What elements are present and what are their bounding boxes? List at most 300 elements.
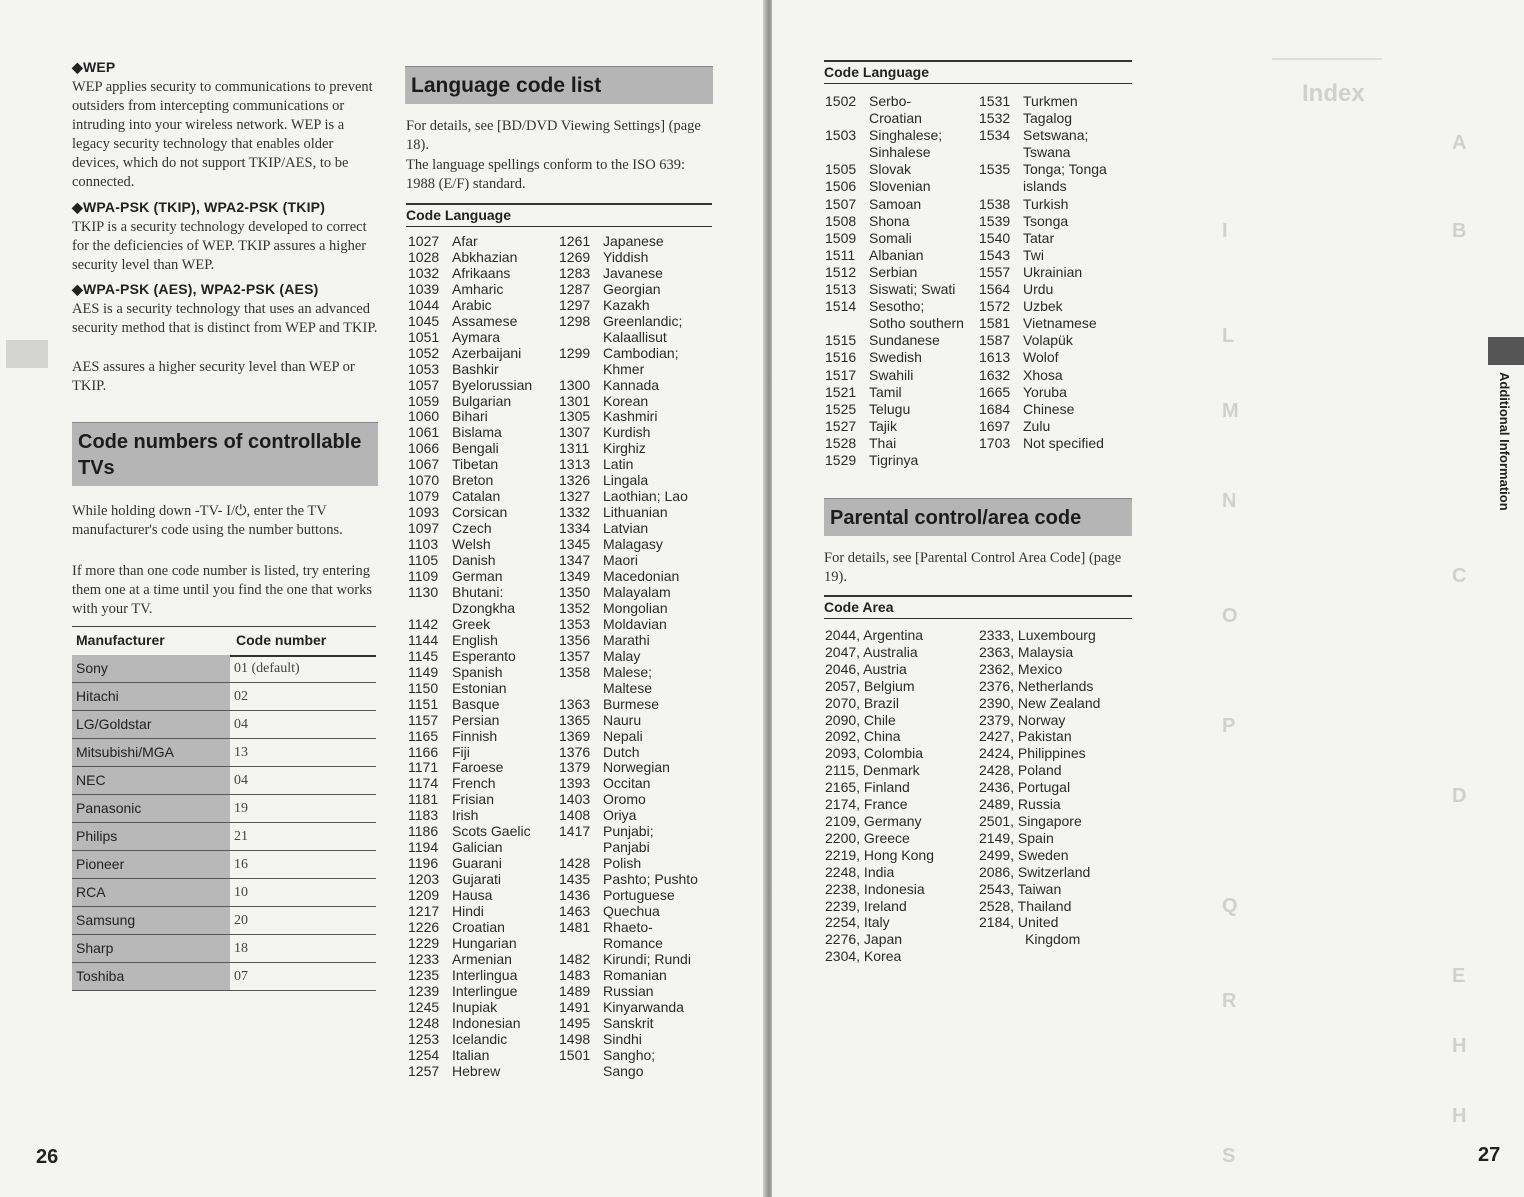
language-row: [408, 649, 558, 665]
language-row: [825, 315, 975, 332]
language-name: Persian: [452, 711, 500, 728]
language-name: Maori: [603, 552, 639, 569]
code-value: 1149: [408, 663, 439, 680]
language-name: Malese;: [603, 663, 653, 680]
language-name: Xhosa: [1023, 366, 1063, 383]
area-row: 2424, Philippines: [979, 745, 1086, 762]
language-name: Tajik: [869, 417, 898, 434]
language-row: [825, 281, 975, 298]
language-name: Tonga; Tonga: [1023, 161, 1107, 178]
code-value: 1528: [825, 434, 857, 451]
code-value: 1353: [559, 615, 591, 632]
language-row: [408, 394, 558, 410]
code-value: 1517: [825, 366, 857, 383]
language-name: Irish: [452, 807, 479, 824]
tv-code-row: [72, 907, 376, 935]
language-name: Polish: [603, 855, 642, 872]
language-row: [408, 633, 558, 649]
language-name: Armenian: [452, 950, 512, 967]
language-row: [559, 409, 719, 425]
language-name: Latvian: [603, 520, 649, 537]
language-row: [408, 713, 558, 729]
language-row: [408, 888, 558, 904]
code-value: 1254: [408, 1046, 440, 1063]
language-name: Kashmiri: [603, 408, 658, 425]
language-row: [559, 553, 719, 569]
language-name: Afrikaans: [452, 264, 511, 281]
wpa-tkip-heading: ◆WPA-PSK (TKIP), WPA2-PSK (TKIP): [72, 199, 326, 215]
language-name: Sango: [603, 1062, 644, 1079]
language-row: [825, 264, 975, 281]
language-name: Hebrew: [452, 1062, 501, 1079]
language-name: Serbo-: [869, 93, 912, 109]
language-name: Kazakh: [603, 296, 650, 313]
area-row: 2057, Belgium: [825, 677, 915, 694]
language-row: [408, 617, 558, 633]
language-name: Georgian: [603, 280, 661, 297]
code-value: [559, 936, 603, 952]
manufacturer-code: 04: [234, 773, 248, 788]
code-value: 1109: [408, 568, 439, 585]
language-name: Basque: [452, 695, 500, 712]
manufacturer-name: Samsung: [72, 907, 230, 934]
language-row: [559, 1000, 719, 1016]
language-row: [825, 401, 975, 418]
code-value: 1516: [825, 349, 857, 366]
language-name: Volapük: [1023, 332, 1073, 349]
code-value: 1253: [408, 1030, 440, 1047]
code-value: 1463: [559, 903, 591, 920]
language-row: [979, 178, 1139, 195]
language-row: [408, 266, 558, 282]
language-name: Frisian: [452, 791, 495, 808]
manufacturer-name: Mitsubishi/MGA: [72, 739, 230, 766]
code-value: 1233: [408, 950, 440, 967]
language-row: [408, 904, 558, 920]
language-row: [408, 760, 558, 776]
language-row: [408, 984, 558, 1000]
wep-body: WEP applies security to communications to prevent outsiders from intercepting communications or intruding into your wireless network. WEP is a legacy security technology that enables older devices, which do not support TKIP/AES, to be connected.: [72, 79, 373, 190]
language-row: [559, 1016, 719, 1032]
language-name: Javanese: [603, 264, 663, 281]
language-name: Malayalam: [603, 583, 671, 600]
language-name: Interlingua: [452, 966, 518, 983]
language-row: [979, 196, 1139, 213]
language-name: Greenlandic;: [603, 312, 683, 329]
code-value: 1403: [559, 791, 591, 808]
language-name: Khmer: [603, 360, 645, 377]
parental-title: Parental control/area code: [824, 498, 1132, 536]
code-value: 1157: [408, 711, 439, 728]
tv-code-row: [72, 823, 376, 851]
language-name: Malagasy: [603, 536, 663, 553]
code-value: 1299: [559, 344, 591, 361]
language-name: Tamil: [869, 383, 902, 400]
area-row: 2376, Netherlands: [979, 677, 1094, 694]
area-row: 2276, Japan: [825, 931, 903, 948]
language-row: [559, 521, 719, 537]
language-row: [559, 760, 719, 776]
code-value: 1512: [825, 263, 857, 280]
area-row: 2046, Austria: [825, 660, 907, 677]
language-name: Hungarian: [452, 934, 517, 951]
area-row: 2238, Indonesia: [825, 880, 925, 897]
manufacturer-name: Pioneer: [72, 851, 230, 878]
language-row: [979, 264, 1139, 281]
language-row: [559, 984, 719, 1000]
code-value: 1045: [408, 312, 440, 329]
manufacturer-code: 10: [234, 885, 248, 900]
language-row: [559, 473, 719, 489]
manufacturer-name: NEC: [72, 767, 230, 794]
language-name: Setswana;: [1023, 127, 1089, 144]
code-value: 1529: [825, 451, 857, 468]
language-name: French: [452, 775, 496, 792]
code-value: 1165: [408, 727, 439, 744]
language-row: [559, 298, 719, 314]
code-value: [979, 178, 1023, 195]
language-row: [825, 178, 975, 195]
language-row: [408, 441, 558, 457]
code-value: 1332: [559, 504, 591, 521]
language-row: [559, 425, 719, 441]
language-row: [559, 1032, 719, 1048]
code-value: 1365: [559, 711, 591, 728]
language-name: Inupiak: [452, 998, 498, 1015]
language-table-header: Code Language: [406, 203, 712, 227]
language-name: Arabic: [452, 296, 492, 313]
language-name: Shona: [869, 212, 910, 229]
language-row: [559, 585, 719, 601]
language-row: [559, 489, 719, 505]
language-name: Esperanto: [452, 647, 516, 664]
language-name: Greek: [452, 615, 491, 632]
language-row: [408, 824, 558, 840]
language-row: [559, 808, 719, 824]
language-name: Croatian: [869, 110, 922, 127]
area-row: 2248, India: [825, 863, 895, 880]
language-name: Kirghiz: [603, 440, 646, 457]
language-row: [825, 367, 975, 384]
language-name: Czech: [452, 520, 492, 537]
code-value: 1376: [559, 743, 591, 760]
code-value: 1481: [559, 918, 591, 935]
page-number-right: 27: [1478, 1144, 1501, 1166]
code-value: 1703: [979, 434, 1011, 451]
language-name: Japanese: [603, 233, 664, 249]
language-name: Byelorussian: [452, 376, 533, 393]
manufacturer-code: 21: [234, 829, 248, 844]
language-name: Bihari: [452, 408, 488, 425]
language-row: [825, 161, 975, 178]
language-name: Maltese: [603, 679, 653, 696]
manufacturer-name: Sony: [72, 655, 230, 682]
language-name: Macedonian: [603, 568, 680, 585]
language-row: [408, 601, 558, 617]
language-name: Tibetan: [452, 456, 499, 473]
code-value: 1506: [825, 178, 857, 195]
language-row: [408, 681, 558, 697]
area-row: 2184, United: [979, 914, 1059, 931]
area-row: 2070, Brazil: [825, 694, 899, 711]
language-name: Sesotho;: [869, 298, 925, 315]
language-row: [408, 521, 558, 537]
language-row: [408, 920, 558, 936]
language-row: [559, 776, 719, 792]
code-value: 1079: [408, 488, 440, 505]
language-name: Croatian: [452, 918, 505, 935]
language-name: Sundanese: [869, 332, 940, 349]
language-row: [408, 346, 558, 362]
code-value: 1495: [559, 1014, 591, 1031]
code-value: 1142: [408, 615, 439, 632]
language-row: [408, 282, 558, 298]
language-name: Ukrainian: [1023, 263, 1083, 280]
language-name: Vietnamese: [1023, 315, 1097, 332]
language-row: [559, 952, 719, 968]
code-value: 1527: [825, 417, 857, 434]
language-name: Amharic: [452, 280, 504, 297]
code-value: 1507: [825, 195, 857, 212]
code-value: 1665: [979, 383, 1011, 400]
tv-table-header: [72, 626, 376, 657]
language-name: Breton: [452, 472, 494, 489]
language-row: [559, 872, 719, 888]
language-row: [408, 473, 558, 489]
language-row: [979, 384, 1139, 401]
language-name: Bengali: [452, 440, 499, 457]
language-row: [408, 314, 558, 330]
language-name: Estonian: [452, 679, 507, 696]
code-value: 1283: [559, 264, 591, 281]
code-value: 1345: [559, 536, 591, 553]
code-value: 1297: [559, 296, 591, 313]
language-row: [979, 315, 1139, 332]
language-name: Corsican: [452, 504, 508, 521]
area-column-2: [979, 627, 1139, 948]
language-name: Danish: [452, 552, 496, 569]
language-row: [825, 418, 975, 435]
code-value: 1028: [408, 248, 440, 265]
tv-code-row: [72, 851, 376, 879]
language-row: [825, 127, 975, 144]
code-value: [559, 362, 603, 378]
code-value: 1525: [825, 400, 857, 417]
language-row: [825, 247, 975, 264]
language-row: [825, 230, 975, 247]
language-row: [408, 936, 558, 952]
language-row: [559, 569, 719, 585]
code-value: 1539: [979, 212, 1011, 229]
language-row: [408, 489, 558, 505]
area-row: 2093, Colombia: [825, 745, 924, 762]
language-column-4: [979, 93, 1139, 452]
language-row: [559, 968, 719, 984]
code-value: 1171: [408, 759, 439, 776]
language-row: [559, 505, 719, 521]
code-value: 1356: [559, 631, 591, 648]
code-value: 1483: [559, 966, 591, 983]
language-name: Punjabi;: [603, 823, 654, 840]
tv-code-row: [72, 655, 376, 683]
code-value: [408, 601, 452, 617]
language-row: [408, 409, 558, 425]
code-value: 1203: [408, 871, 440, 888]
code-value: 1511: [825, 246, 856, 263]
code-value: 1093: [408, 504, 440, 521]
language-row: [979, 93, 1139, 110]
area-row: 2363, Malaysia: [979, 643, 1074, 660]
language-row: [559, 378, 719, 394]
area-row: 2086, Switzerland: [979, 863, 1091, 880]
code-value: 1531: [979, 93, 1011, 109]
language-name: Zulu: [1023, 417, 1051, 434]
code-value: 1186: [408, 823, 439, 840]
language-row: [559, 665, 719, 681]
language-row: [559, 1064, 719, 1080]
area-row: 2333, Luxembourg: [979, 627, 1096, 643]
code-value: 1066: [408, 440, 440, 457]
language-name: Somali: [869, 229, 912, 246]
language-row: [408, 537, 558, 553]
code-value: 1498: [559, 1030, 591, 1047]
language-row: [559, 362, 719, 378]
code-value: 1513: [825, 281, 857, 298]
code-value: 1039: [408, 280, 440, 297]
language-name: Fiji: [452, 743, 470, 760]
language-row: [559, 904, 719, 920]
language-name: Urdu: [1023, 281, 1054, 298]
code-value: 1145: [408, 647, 439, 664]
language-name: Welsh: [452, 536, 491, 553]
language-row: [979, 281, 1139, 298]
code-value: 1417: [559, 823, 591, 840]
area-row: 2109, Germany: [825, 812, 922, 829]
manufacturer-name: RCA: [72, 879, 230, 906]
language-name: Burmese: [603, 695, 660, 712]
code-value: 1235: [408, 966, 440, 983]
language-row: [408, 1048, 558, 1064]
tv-codes-intro-2: If more than one code number is listed, try entering them one at a time until you find the one that works with your TV.: [72, 563, 373, 617]
code-value: 1521: [825, 383, 857, 400]
language-name: Laothian; Lao: [603, 488, 688, 505]
language-name: Scots Gaelic: [452, 823, 531, 840]
code-value: 1334: [559, 520, 591, 537]
code-value: 1363: [559, 695, 591, 712]
language-row: [825, 384, 975, 401]
language-name: Sindhi: [603, 1030, 642, 1047]
language-row: [408, 1064, 558, 1080]
area-row: 2149, Spain: [979, 829, 1054, 846]
language-row: [559, 266, 719, 282]
language-row: [979, 367, 1139, 384]
code-value: 1217: [408, 903, 440, 920]
language-row: [408, 234, 558, 250]
code-value: 1060: [408, 408, 440, 425]
language-row: [559, 617, 719, 633]
code-value: 1057: [408, 376, 440, 393]
language-row: [559, 346, 719, 362]
language-column-1: [408, 234, 558, 1080]
area-row: 2165, Finland: [825, 779, 910, 796]
area-row: 2304, Korea: [825, 948, 902, 965]
language-name: Hindi: [452, 903, 484, 920]
language-name: Turkish: [1023, 195, 1069, 212]
language-row: [559, 840, 719, 856]
language-name: Serbian: [869, 263, 918, 280]
manufacturer-code: 07: [234, 969, 248, 984]
language-cont-header: Code Language: [824, 60, 1132, 84]
language-name: Swedish: [869, 349, 922, 366]
language-row: [408, 968, 558, 984]
language-name: Italian: [452, 1046, 490, 1063]
code-value: 1052: [408, 344, 440, 361]
code-value: [825, 315, 869, 332]
code-value: 1326: [559, 472, 591, 489]
language-name: Twi: [1023, 246, 1044, 263]
manufacturer-code: 16: [234, 857, 248, 872]
parental-intro: For details, see [Parental Control Area Code] (page 19).: [824, 550, 1122, 585]
code-value: 1369: [559, 727, 591, 744]
language-row: [559, 633, 719, 649]
code-value: 1305: [559, 408, 591, 425]
language-name: Tsonga: [1023, 212, 1069, 229]
code-value: 1587: [979, 332, 1011, 349]
language-name: Mongolian: [603, 599, 668, 616]
language-row: [408, 856, 558, 872]
language-row: [559, 713, 719, 729]
code-value: 1032: [408, 264, 440, 281]
code-value: [979, 144, 1023, 161]
code-value: 1298: [559, 312, 591, 329]
language-name: Azerbaijani: [452, 344, 522, 361]
manufacturer-name: Philips: [72, 823, 230, 850]
language-row: [559, 601, 719, 617]
language-name: Pashto; Pushto: [603, 871, 698, 888]
language-name: Tswana: [1023, 144, 1071, 161]
language-name: Nepali: [603, 727, 643, 744]
area-row: 2200, Greece: [825, 829, 910, 846]
code-value: 1067: [408, 456, 440, 473]
area-row: 2501, Singapore: [979, 812, 1082, 829]
language-row: [559, 888, 719, 904]
code-value: 1051: [408, 328, 440, 345]
code-value: [825, 144, 869, 161]
language-row: [408, 1032, 558, 1048]
language-name: Slovak: [869, 161, 912, 178]
language-name: Abkhazian: [452, 248, 518, 265]
language-row: [408, 1016, 558, 1032]
language-row: [559, 697, 719, 713]
bleed-through-index: Index A B C D E H H I L M N O P Q R S: [1172, 60, 1492, 1140]
wpa-aes-heading: ◆WPA-PSK (AES), WPA2-PSK (AES): [72, 281, 319, 297]
code-value: 1144: [408, 631, 439, 648]
language-name: Malay: [603, 647, 641, 664]
language-name: Uzbek: [1023, 298, 1063, 315]
area-row: 2499, Sweden: [979, 846, 1069, 863]
code-value: 1059: [408, 392, 440, 409]
code-value: 1358: [559, 663, 591, 680]
code-value: 1538: [979, 195, 1011, 212]
language-row: [408, 250, 558, 266]
code-value: 1508: [825, 212, 857, 229]
code-value: 1535: [979, 161, 1011, 178]
language-row: [408, 425, 558, 441]
language-name: Norwegian: [603, 759, 670, 776]
language-row: [408, 330, 558, 346]
area-row: Kingdom: [1025, 931, 1081, 948]
code-value: 1515: [825, 332, 857, 349]
